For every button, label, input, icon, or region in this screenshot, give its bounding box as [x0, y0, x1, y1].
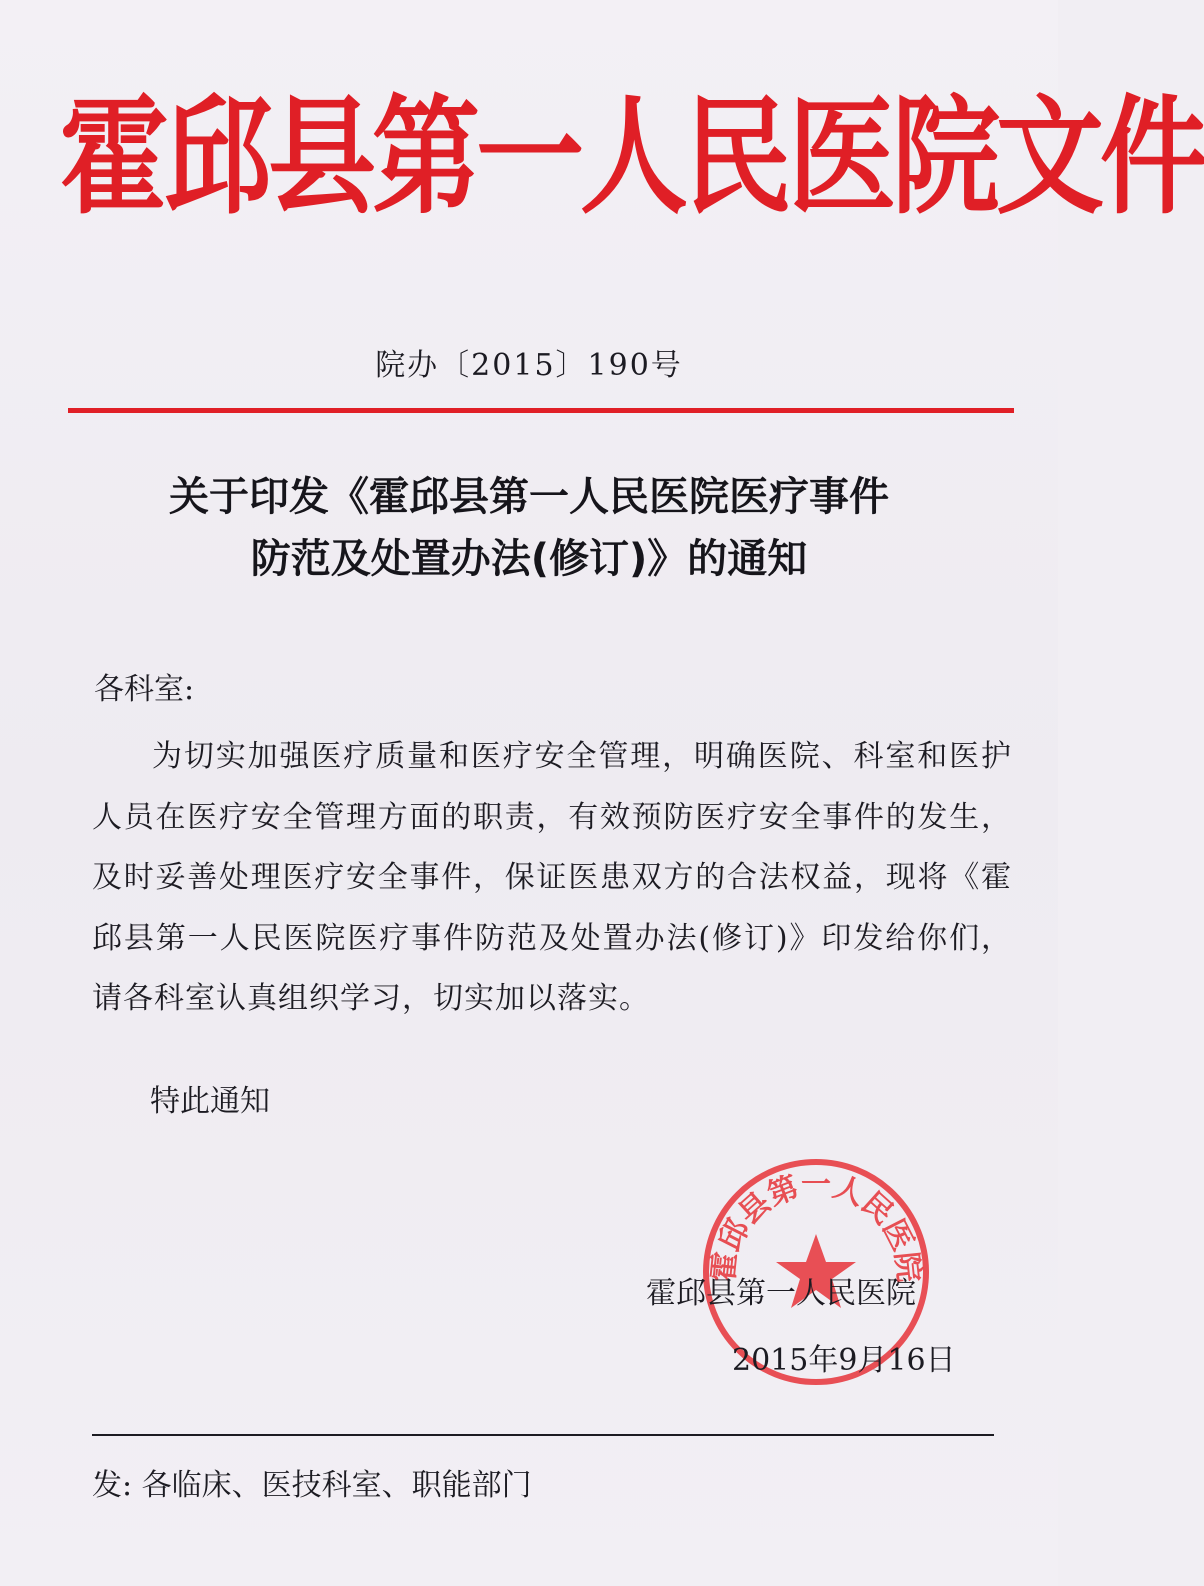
header-divider [68, 408, 1014, 413]
issuing-organization: 霍邱县第一人民医院 [646, 1276, 916, 1311]
issue-date: 2015年9月16日 [732, 1343, 956, 1378]
seal-text: 霍邱县第一人民医院 [706, 1167, 926, 1284]
notice-title-line-1: 关于印发《霍邱县第一人民医院医疗事件 [169, 474, 889, 520]
notice-title-line-2: 防范及处置办法(修订)》的通知 [250, 536, 808, 582]
body-paragraph: 为切实加强医疗质量和医疗安全管理，明确医院、科室和医护人员在医疗安全管理方面的职责，有效预防医疗安全事件的发生，及时妥善处理医疗安全事件，保证医患双方的合法权益，现将《霍邱县第一人民医院医疗事件防范及处置办法(修订)》印发给你们，请各科室认真组织学习，切实加以落实。 [92, 739, 1012, 1016]
document-number: 院办〔2015〕190号 [375, 348, 683, 383]
footer-divider [92, 1434, 994, 1436]
addressee: 各科室: [94, 672, 195, 707]
closing-remark: 特此通知 [150, 1084, 270, 1119]
document-header-title: 霍邱县第一人民医院文件 [60, 84, 1204, 232]
distribution-list: 发: 各临床、医技科室、职能部门 [92, 1468, 532, 1503]
notice-title [0, 466, 1058, 590]
